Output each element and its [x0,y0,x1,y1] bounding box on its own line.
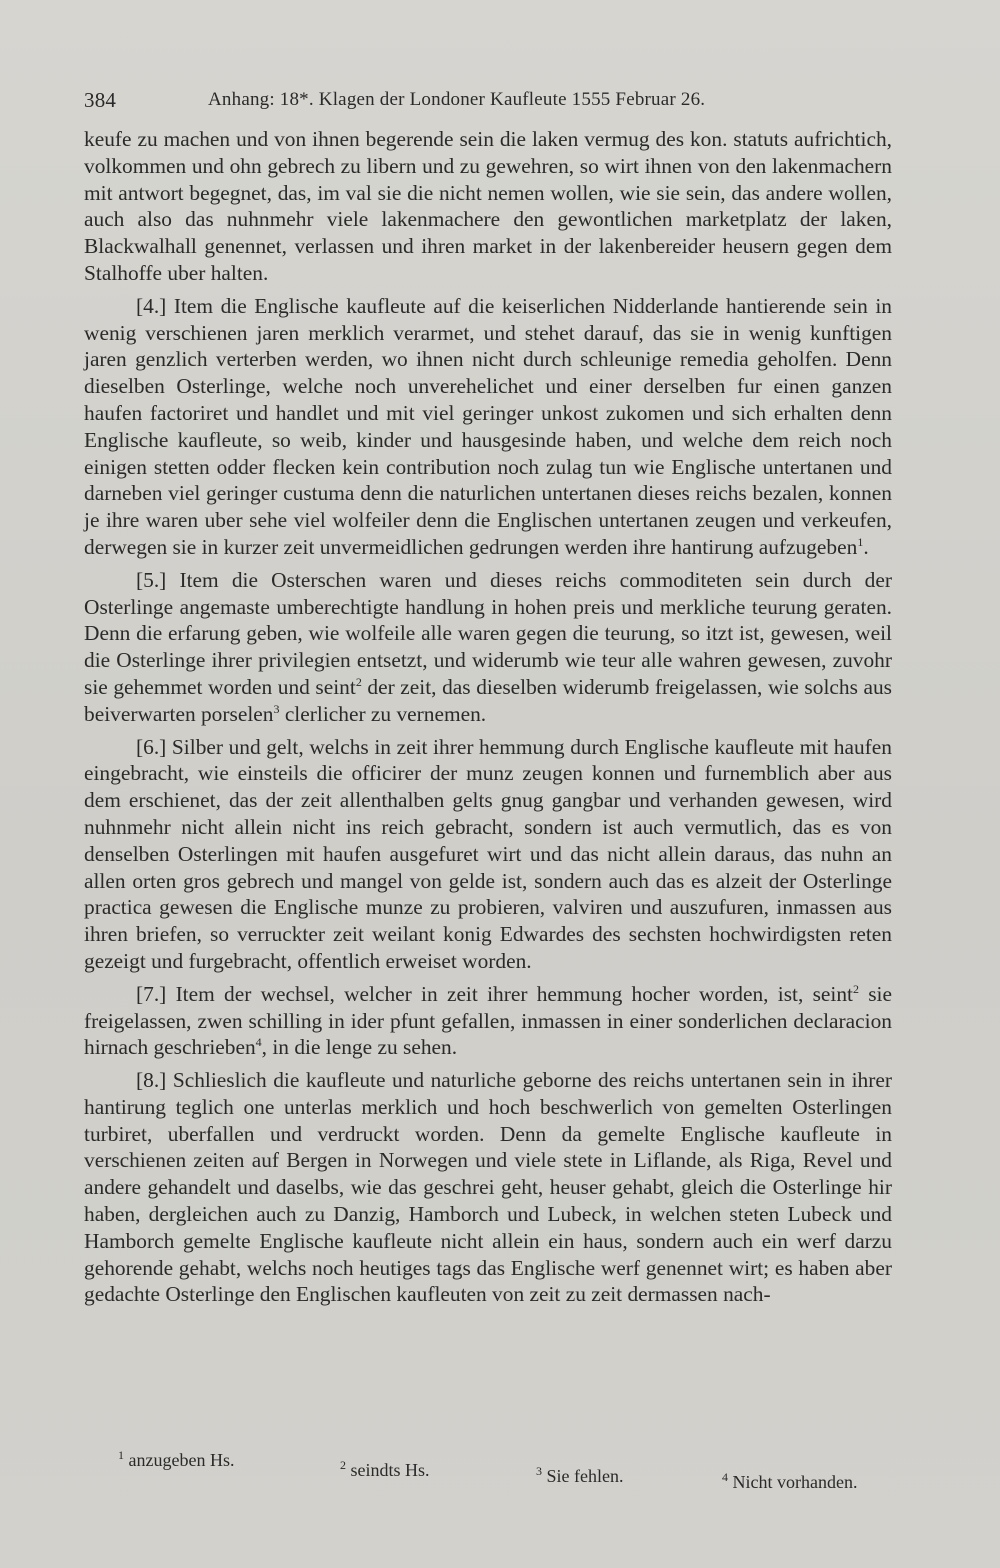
footnote-text: anzugeben Hs. [128,1450,235,1470]
footnote-mark: 2 [340,1458,346,1472]
paragraph-5 [84,567,892,728]
footnote-ref: 3 [273,701,280,716]
paragraph-6 [84,734,892,975]
paragraph-text: Silber und gelt, welchs in zeit ihrer hemmung durch Englische kaufleute mit haufen eingebracht, wie einsteils die officirer der munz zeugen konnen und furnemblich aber aus dem erschienet, das der zeit allenthalben gelts gnug gangbar und verhanden gewesen, wird nuhnmehr nicht allein nicht ins reich gebracht, sondern ist auch vermutlich, das es von denselben Osterlingen mit haufen ausgefuret wirt und das nicht allein daraus, das nuhn an allen orten gros gebrech und mangel von gelde ist, sondern auch das es alzeit der Osterlinge practica gewesen die Englische munze zu probieren, valviren und auszufuren, inmassen aus ihren briefen, so verruckter zeit weilant konig Edwardes des sechsten hochwirdigsten reten gezeigt und furgebracht, offentlich erweiset worden. [84,734,892,973]
body-text [84,126,892,1308]
footnote [340,1460,430,1481]
footnote-text: Sie fehlen. [546,1466,624,1486]
footnote [118,1450,234,1471]
paragraph-text: , in die lenge zu sehen. [261,1035,458,1060]
paragraph-continued [84,126,892,287]
paragraph-text: sie freigelassen, zwen schilling in ider pfunt gefallen, inmassen in einer sonderlichen declaracion hirnach geschrieben [84,981,892,1060]
paragraph-text: Schlieslich die kaufleute und naturliche geborne des reichs untertanen sein in ihrer hantirung teglich one unterlas merklich und hoch beschwerlich von gemelten Osterlingen turbiret, uberfallen und verdruckt worden. Denn da gemelte Englische kaufleute in verschienen zeiten auf Bergen in Norwegen und viele stete in Liflande, als Riga, Revel und andere gehandelt und daselbs, wie das geschrei geht, heuser gehabt, gleich die Osterlinge hir haben, dergleichen auch zu Danzig, Hamborch und Lubeck, in welchen steten Lubeck und Hamborch gemelte Englische kaufleute nicht allein ein haus, sondern auch ein werf darzu gehorende gehabt, welchs noch heutiges tags das Englische werf genennet wirt; es haben aber gedachte Osterlinge den Englischen kaufleuten von zeit zu zeit dermassen nach- [84,1068,892,1307]
footnote-ref: 1 [857,534,864,549]
paragraph-text: keufe zu machen und von ihnen begerende sein die laken vermug des kon. statuts aufrichtich, volkommen und ohn gebrech zu libern und zu gewehren, so wirt ihnen von den lakenmachern mit antwort begegnet, das, im val sie die nicht nemen wollen, wie sie sein, das andere wollen, auch also das nuhnmehr viele lakenmachere den gewontlichen marketplatz der laken, Blackwalhall genennet, verlassen und ihren market in der lakenbereider heusern gegen dem Stalhoffe uber halten. [84,127,892,285]
footnote-ref: 2 [852,981,859,996]
paragraph-text: der zeit, das dieselben widerumb freigelassen, wie solchs aus beiverwarten porselen [84,674,892,726]
paragraph-text: Item die Osterschen waren und dieses reichs commoditeten sein durch der Osterlinge angemaste umberechtigte handlung in hohen preis und merkliche teurung geraten. Denn die erfarung geben, wie wolfeile alle waren gegen die teurung, so itzt ist, gewesen, weil die Osterlinge ihrer privilegien entsetzt, und widerumb wie teur alle wahren gewesen, zuvohr sie gehemmet worden und seint [84,567,892,699]
paragraph-4: [4.] Item die Englische kaufleute auf die keiserlichen Nidderlande hantierende sein in wenig verschienen jaren merklich verarmet, und stehet darauf, das sie in wenig kunftigen jaren genzlich verterben werden, wo ihnen nicht durch schleunige remedia geholfen. Denn dieselben Osterlinge, welche noch unverehelichet und einer derselben fur einen ganzen haufen factoriret und handlet und mit viel geringer unkost zukomen und sich erhalten denn Englische kaufleute, so weib, kinder und hausgesinde haben, und welche dem reich noch einigen stetten odder flecken kein contribution noch zulag tun wie Englische untertanen und darneben viel geringer custuma denn die naturlichen untertanen dieses reichs bezalen, konnen je ihre waren uber sehe viel wolfeiler denn die Englischen untertanen zeugen und verkeufen, derwegen sie in kurzer zeit unvermeidlichen gedrungen werden ihre hantirung aufzugeben$^1$. [84,293,892,559]
footnote-mark: 4 [722,1470,728,1484]
paragraph-text: clerlicher zu vernemen. [279,701,487,726]
paragraph-number: [8.] [136,1068,167,1093]
footnote [722,1472,857,1493]
footnote [536,1466,623,1487]
page-header [84,88,896,118]
paragraph-text: Item der wechsel, welcher in zeit ihrer hemmung hocher worden, ist, seint [175,981,853,1006]
paragraph-8 [84,1067,892,1308]
page-number: 384 [84,88,117,112]
paragraph-text: Item die Englische kaufleute auf die keiserlichen Nidderlande hantierende sein in wenig verschienen jaren merklich verarmet, und stehet darauf, das sie in wenig kunftigen jaren genzlich verterben werden, wo ihnen nicht durch schleunige remedia geholfen. Denn dieselben Osterlinge, welche noch unverehelichet und einer derselben fur einen ganzen haufen factoriret und handlet und mit viel geringer unkost zukomen und sich erhalten denn Englische kaufleute, so weib, kinder und hausgesinde haben, und welche dem reich noch einigen stetten odder flecken kein contribution noch zulag tun wie Englische untertanen und darneben viel geringer custuma denn die naturlichen untertanen dieses reichs bezalen, konnen je ihre waren uber sehe viel wolfeiler denn die Englischen untertanen zeugen und verkeufen, derwegen sie in kurzer zeit unvermeidlichen gedrungen werden ihre hantirung aufzugeben [84,293,892,559]
footnote-text: seindts Hs. [350,1460,430,1480]
paragraph-number: [4.] [136,293,167,318]
paragraph-number: [6.] [136,734,167,759]
footnote-ref: 2 [355,674,362,689]
footnote-mark: 1 [118,1448,124,1462]
footnote-mark: 3 [536,1464,542,1478]
footnotes [118,1448,898,1492]
paragraph-number: [7.] [136,981,167,1006]
footnote-ref: 4 [255,1035,262,1050]
running-head: Anhang: 18*. Klagen der Londoner Kaufleute 1555 Februar 26. [208,89,706,110]
footnote-text: Nicht vorhanden. [732,1472,858,1492]
paragraph-number: [5.] [136,567,167,592]
paragraph-7 [84,981,892,1061]
